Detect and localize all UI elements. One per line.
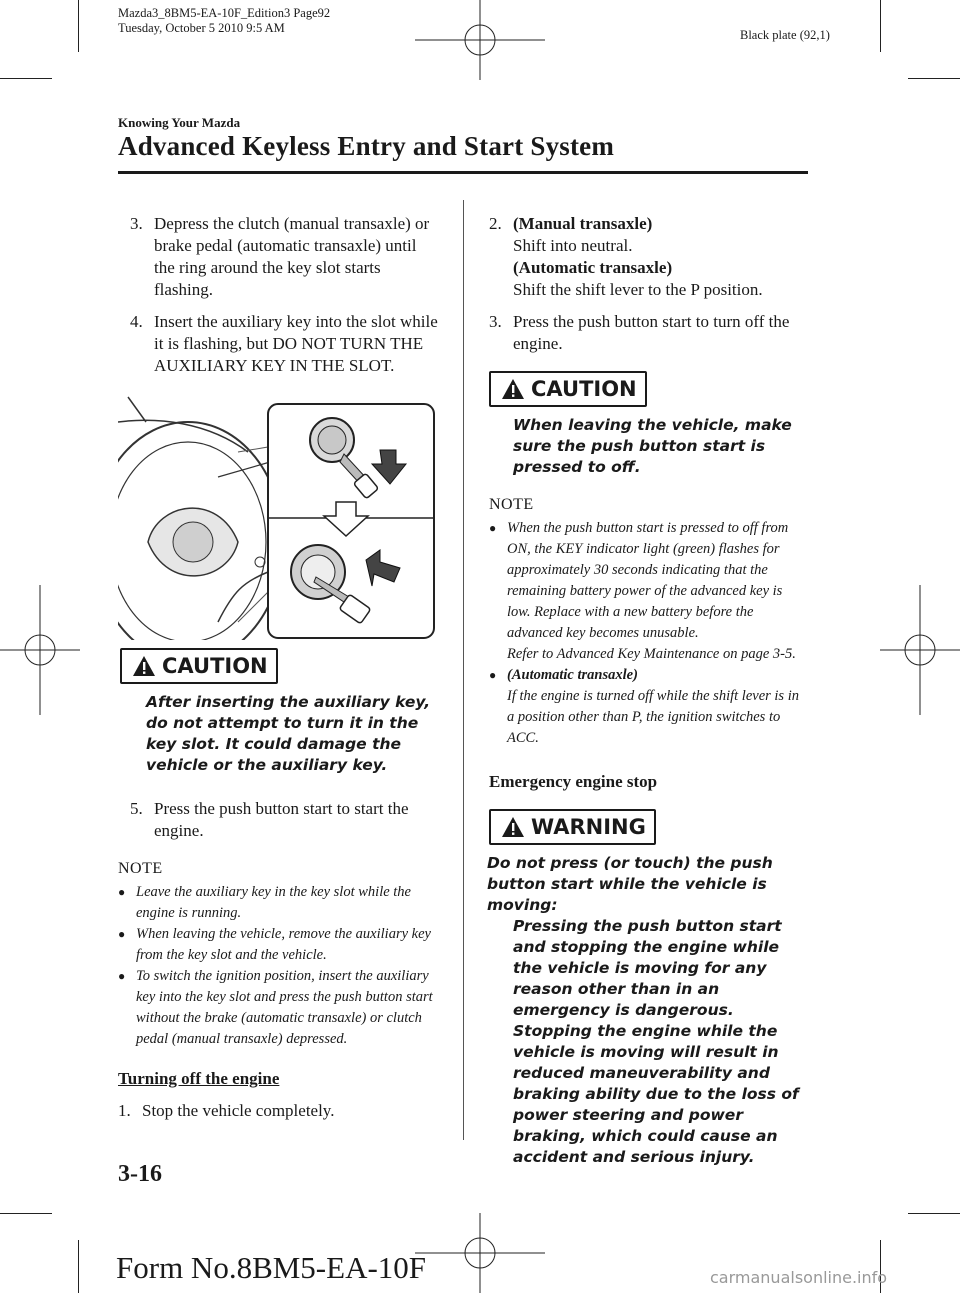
step-4-text: Insert the auxiliary key into the slot while it is flashing, but DO NOT TURN THE AUXILIARY KEY IN THE SLOT.	[154, 312, 438, 375]
caution-banner-left: CAUTION	[120, 648, 278, 684]
note-item-right-2: ● (Automatic transaxle) If the engine is turned off while the shift lever is in a position other than P, the ignition switches to ACC.	[489, 667, 799, 746]
warning-triangle-icon	[501, 378, 525, 400]
step-3: 3. Depress the clutch (manual transaxle) or brake pedal (automatic transaxle) until the ring around the key slot starts flashing.	[130, 213, 438, 301]
registration-mark-top	[415, 0, 545, 80]
warning-triangle-icon	[132, 655, 156, 677]
emergency-heading: Emergency engine stop	[489, 772, 658, 791]
step-2: 2. (Manual transaxle) Shift into neutral. (Automatic transaxle) Shift the shift lever to the P position.	[489, 214, 763, 299]
warning-lead: Do not press (or touch) the push button start while the vehicle is moving:	[487, 854, 773, 914]
manual-label: (Manual transaxle)	[513, 214, 653, 233]
left-column-lower	[118, 648, 448, 1122]
step-3-right-text: Press the push button start to turn off the engine.	[513, 312, 790, 353]
warning-banner: WARNING	[489, 809, 656, 845]
step-3-text: Depress the clutch (manual transaxle) or brake pedal (automatic transaxle) until the ring around the key slot starts flashing.	[154, 214, 430, 299]
note-item-3: ● To switch the ignition position, insert the auxiliary key into the key slot and press the push button start without the brake (automatic transaxle) or clutch pedal (manual transaxle) depressed.	[118, 968, 433, 1047]
note-item-1: ● Leave the auxiliary key in the key slot while the engine is running.	[118, 884, 411, 921]
auto-label: (Automatic transaxle)	[513, 258, 673, 277]
note-list-left	[118, 882, 440, 1050]
turning-off-heading: Turning off the engine	[118, 1069, 280, 1088]
page-number: 3-16	[118, 1161, 162, 1187]
step-1: 1. Stop the vehicle completely.	[118, 1101, 335, 1120]
section-label: Knowing Your Mazda	[118, 115, 241, 130]
auto-text: Shift the shift lever to the P position.	[513, 280, 763, 299]
step-5-text: Press the push button start to start the engine.	[154, 799, 409, 840]
print-info-date: Tuesday, October 5 2010 9:5 AM	[118, 21, 285, 35]
registration-mark-left	[0, 585, 80, 715]
step-3-right: 3. Press the push button start to turn off the engine.	[489, 311, 809, 355]
caution-text-left: After inserting the auxiliary key, do not attempt to turn it in the key slot. It could damage the vehicle or the auxiliary key.	[146, 693, 431, 774]
step-1-text: Stop the vehicle completely.	[142, 1101, 335, 1120]
warning-triangle-icon	[501, 816, 525, 838]
right-column	[489, 213, 809, 1168]
step-5: 5. Press the push button start to start the engine.	[130, 798, 448, 842]
print-info	[118, 6, 330, 36]
plate-info: Black plate (92,1)	[740, 28, 830, 42]
registration-mark-right	[880, 585, 960, 715]
note-item-right-1: ● When the push button start is pressed to off from ON, the KEY indicator light (green) flashes for approximately 30 seconds indicating that the remaining battery power of the advanced key is low. Replace with a new battery before the advanced key becomes unusable. Refer to Advanced Key Maintenance on page 3-5.	[489, 520, 796, 662]
note-list-right	[489, 518, 807, 749]
registration-mark-bottom	[415, 1213, 545, 1293]
print-info-file: Mazda3_8BM5-EA-10F_Edition3 Page92	[118, 6, 331, 20]
key-slot-illustration	[118, 392, 438, 640]
form-number: Form No.8BM5-EA-10F	[116, 1250, 427, 1285]
caution-banner-right: CAUTION	[489, 371, 647, 407]
watermark: carmanualsonline.info	[710, 1268, 888, 1287]
note-label-right: NOTE	[489, 496, 534, 513]
manual-text: Shift into neutral.	[513, 236, 633, 255]
column-divider	[463, 200, 464, 1140]
note-item-2: ● When leaving the vehicle, remove the auxiliary key from the key slot and the vehicle.	[118, 926, 431, 963]
title-rule	[118, 171, 808, 174]
step-4: 4. Insert the auxiliary key into the slot while it is flashing, but DO NOT TURN THE AUXILIARY KEY IN THE SLOT.	[130, 312, 438, 375]
caution-text-right: When leaving the vehicle, make sure the push button start is pressed to off.	[513, 416, 792, 476]
note-label-left: NOTE	[118, 860, 163, 877]
left-column	[118, 213, 438, 377]
warning-text: Pressing the push button start and stopping the engine while the vehicle is moving for any reason other than in an emergency is dangerous. Stopping the engine while the vehicle is moving will result in reduced maneuverability and braking ability due to the loss of power steering and power braking, which could cause an accident and serious injury.	[513, 917, 799, 1166]
page-title: Advanced Keyless Entry and Start System	[118, 131, 615, 161]
